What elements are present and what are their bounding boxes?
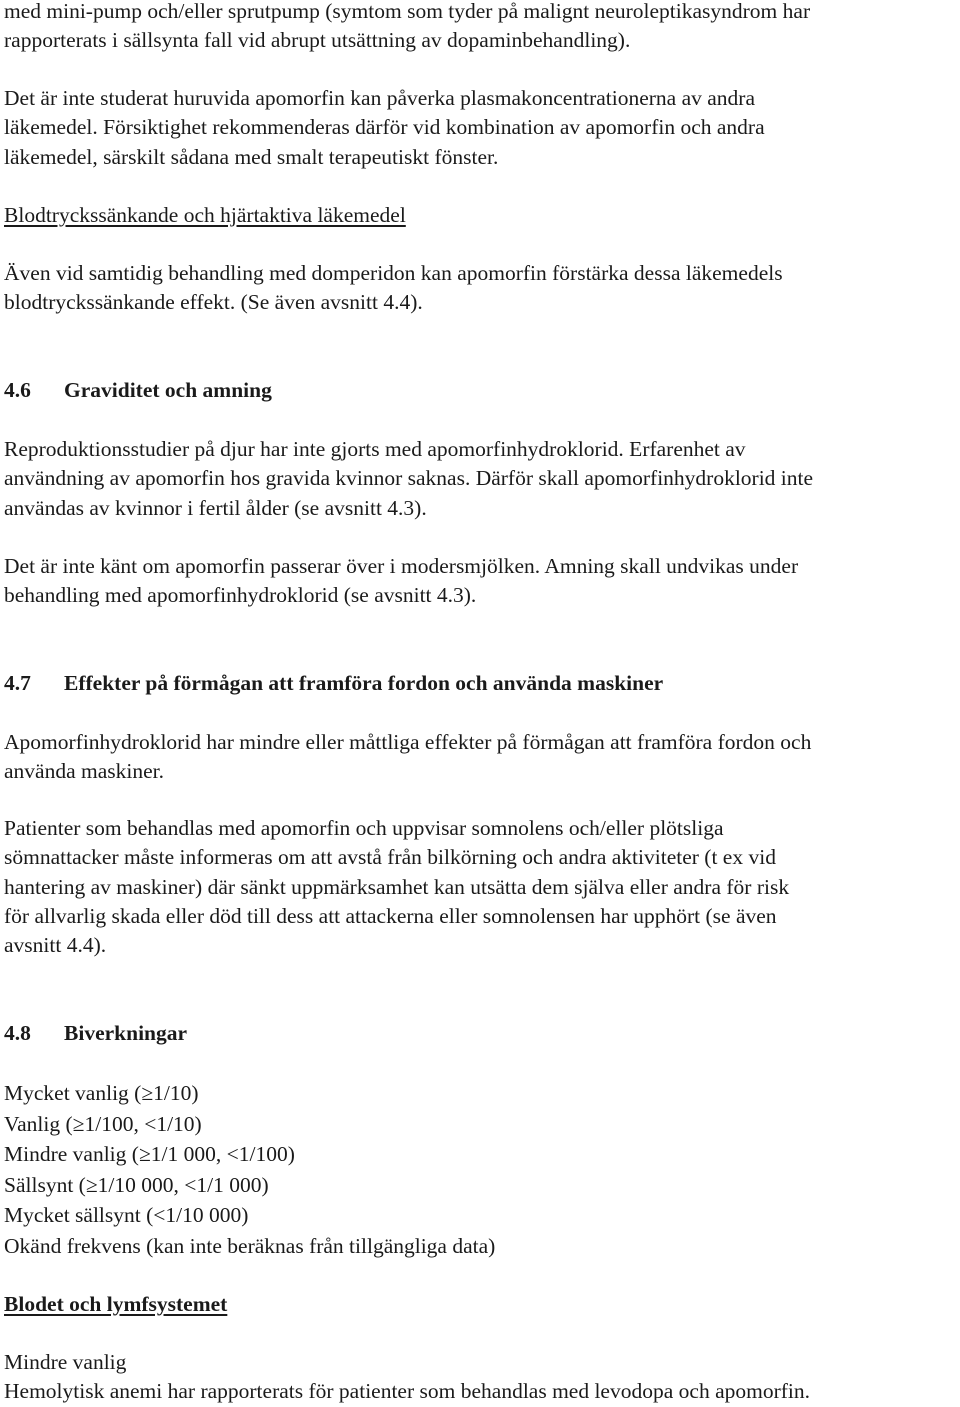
section-number: 4.6 <box>4 378 31 402</box>
frequency-item: Okänd frekvens (kan inte beräknas från tillgängliga data) <box>4 1233 496 1258</box>
section-heading-4-6 <box>4 376 960 405</box>
text-line: hantering av maskiner) där sänkt uppmärksamhet kan utsätta dem själva eller andra för risk <box>4 874 790 899</box>
subheading-blood-pressure <box>4 201 960 230</box>
text-line: användning av apomorfin hos gravida kvinnor saknas. Därför skall apomorfinhydroklorid inte <box>4 466 814 491</box>
section-title: Effekter på förmågan att framföra fordon och använda maskiner <box>64 671 664 695</box>
frequency-item: Vanlig (≥1/100, <1/10) <box>4 1111 202 1136</box>
text-line: blodtryckssänkande effekt. (Se även avsnitt 4.4). <box>4 290 423 315</box>
section-title: Biverkningar <box>64 1021 188 1045</box>
adverse-effect-entry <box>4 1348 960 1407</box>
text-line: med mini-pump och/eller sprutpump (symtom som tyder på malignt neuroleptikasyndrom har <box>4 0 811 23</box>
paragraph-plasma-concentration <box>4 84 960 172</box>
text-line: använda maskiner. <box>4 759 165 784</box>
organ-class-text: Blodet och lymfsystemet <box>4 1292 228 1316</box>
section-heading-4-7 <box>4 669 960 698</box>
text-line: användas av kvinnor i fertil ålder (se avsnitt 4.3). <box>4 495 427 520</box>
text-line: för allvarlig skada eller död till dess att attackerna eller somnolensen har upphört (se även <box>4 903 777 928</box>
paragraph-breastfeeding <box>4 552 960 611</box>
text-line: behandling med apomorfinhydroklorid (se avsnitt 4.3). <box>4 583 477 608</box>
text-line: läkemedel. Försiktighet rekommenderas därför vid kombination av apomorfin och andra <box>4 115 765 140</box>
section-heading-4-8 <box>4 1019 960 1048</box>
frequency-label: Mindre vanlig <box>4 1350 127 1374</box>
text-line: rapporterats i sällsynta fall vid abrupt utsättning av dopaminbehandling). <box>4 28 631 53</box>
text-line: Patienter som behandlas med apomorfin och uppvisar somnolens och/eller plötsliga <box>4 816 724 840</box>
subheading-text: Blodtryckssänkande och hjärtaktiva läkemedel <box>4 203 406 227</box>
section-number: 4.7 <box>4 671 31 695</box>
text-line: Det är inte känt om apomorfin passerar över i modersmjölken. Amning skall undvikas under <box>4 554 799 578</box>
paragraph-driving-effects <box>4 728 960 787</box>
paragraph-somnolence <box>4 814 960 960</box>
text-line: läkemedel, särskilt sådana med smalt terapeutiskt fönster. <box>4 144 499 169</box>
section-number: 4.8 <box>4 1021 31 1045</box>
text-line: sömnattacker måste informeras om att avstå från bilkörning och andra aktiviteter (t ex vid <box>4 845 776 870</box>
adverse-effect-text: Hemolytisk anemi har rapporterats för patienter som behandlas med levodopa och apomorfin. <box>4 1379 810 1404</box>
section-title: Graviditet och amning <box>64 378 272 402</box>
text-line: Även vid samtidig behandling med domperidon kan apomorfin förstärka dessa läkemedels <box>4 261 783 285</box>
text-line: Det är inte studerat huruvida apomorfin kan påverka plasmakoncentrationerna av andra <box>4 86 755 110</box>
text-line: avsnitt 4.4). <box>4 933 107 958</box>
text-line: Apomorfinhydroklorid har mindre eller måttliga effekter på förmågan att framföra fordon och <box>4 730 812 754</box>
organ-class-heading <box>4 1290 960 1319</box>
frequency-item: Mycket vanlig (≥1/10) <box>4 1081 199 1105</box>
text-line: Reproduktionsstudier på djur har inte gjorts med apomorfinhydroklorid. Erfarenhet av <box>4 437 746 461</box>
paragraph-domperidon <box>4 259 960 318</box>
frequency-convention-list <box>4 1078 960 1261</box>
frequency-item: Sällsynt (≥1/10 000, <1/1 000) <box>4 1172 269 1197</box>
paragraph-reproduction-studies <box>4 435 960 523</box>
frequency-item: Mycket sällsynt (<1/10 000) <box>4 1203 249 1227</box>
paragraph-neuroleptic-syndrome <box>4 0 960 56</box>
frequency-item: Mindre vanlig (≥1/1 000, <1/100) <box>4 1142 295 1166</box>
